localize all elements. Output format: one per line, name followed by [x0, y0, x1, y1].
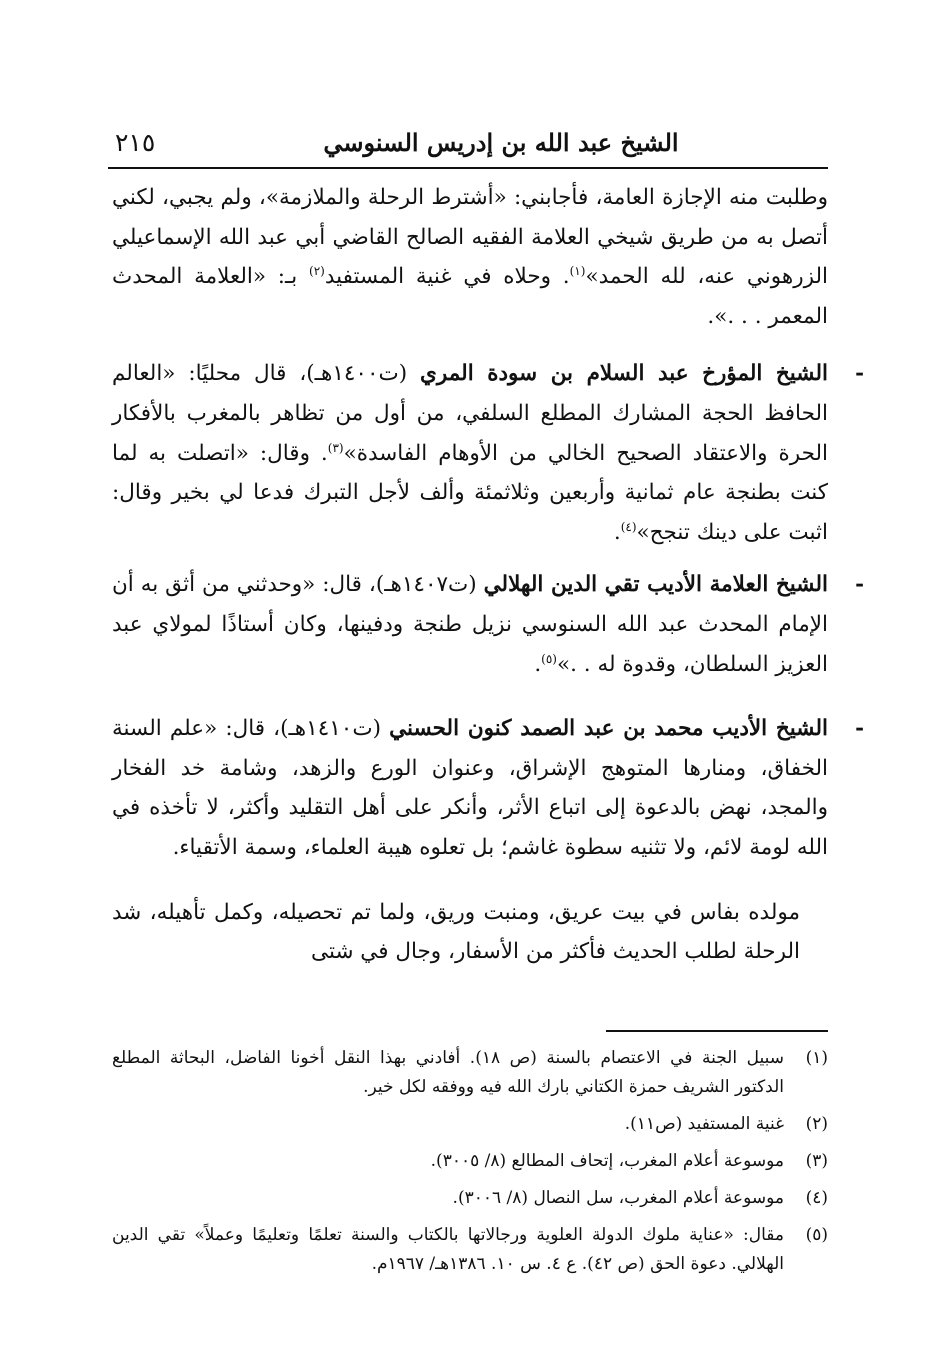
intro-text-end: بـ: «العلامة المحدث المعمر . . .». — [112, 264, 828, 329]
footnote-5 — [112, 1221, 828, 1279]
intro-paragraph — [112, 178, 828, 336]
intro-text-mid: . وحلاه في غنية المستفيد — [324, 264, 570, 290]
footnote-ref: (٥) — [541, 651, 557, 666]
footnote-ref: (٤) — [620, 519, 637, 534]
entry-text: (ت١٤١٠هـ)، قال: «علم السنة الخفاق، ومنارها المتوهج الإشراق، وعنوان الورع والزهد، وشامة خد الفخار والمجد، نهض بالدعوة إلى اتباع الأثر، وأنكر على أهل التقليد وأكثر، لا تأخذه في الله لومة لائم، ولا تثنيه سطوة غاشم؛ بل تعلوه هيبة العلماء، وسمة الأتقياء. — [112, 716, 828, 860]
footnote-2 — [112, 1110, 828, 1139]
page-number: ٢١٥ — [115, 128, 156, 157]
footnote-text: غنية المستفيد (ص١١). — [624, 1114, 784, 1134]
page-header — [115, 128, 827, 168]
entry-name: الشيخ الأديب محمد بن عبد الصمد كنون الحسني — [389, 716, 828, 742]
footnote-4 — [112, 1184, 828, 1213]
entry-text-end: . — [534, 651, 542, 677]
footnote-text: موسوعة أعلام المغرب، إتحاف المطالع (٨/ ٣٠٠٥). — [430, 1151, 784, 1171]
main-text — [112, 178, 864, 972]
footnote-number: (٢) — [805, 1114, 828, 1134]
footnote-ref: (١) — [569, 264, 586, 279]
closing-paragraph: مولده بفاس في بيت عريق، ومنبت وريق، ولما تم تحصيله، وكمل تأهيله، شد الرحلة لطلب الحديث فأكثر من الأسفار، وجال في شتى — [112, 899, 800, 965]
footnotes — [112, 1044, 828, 1287]
entry-name: الشيخ المؤرخ عبد السلام بن سودة المري — [420, 361, 828, 387]
footnote-number: (١) — [805, 1048, 828, 1068]
entry-text: (ت١٤٠٠هـ)، قال محليًا: «العالم الحافظ الحجة المشارك المطلع السلفي، من أول من تظاهر بالمغرب بالأفكار الحرة والاعتقاد الصحيح الخالي من الأوهام الفاسدة» — [112, 361, 828, 466]
list-dash: - — [855, 361, 864, 387]
footnote-1 — [112, 1044, 828, 1102]
footnote-number: (٥) — [805, 1225, 828, 1245]
entry-text-end: . — [613, 519, 621, 545]
footnote-ref: (٣) — [327, 440, 344, 455]
entry-kannun — [112, 709, 864, 867]
footnote-separator — [606, 1030, 828, 1032]
footnote-text: مقال: «عناية ملوك الدولة العلوية ورجالاتها بالكتاب والسنة تعلمًا وتعليمًا وعملاً» تقي الدين الهلالي. دعوة الحق (ص ٤٢). ع ٤. س ١٠. ١٣٨٦هـ/ ١٩٦٧م. — [112, 1225, 784, 1274]
footnote-number: (٣) — [805, 1151, 828, 1171]
running-title: الشيخ عبد الله بن إدريس السنوسي — [323, 128, 679, 157]
footnote-text: سبيل الجنة في الاعتصام بالسنة (ص ١٨). أفادني بهذا النقل أخونا الفاضل، البحاثة المطلع الدكتور الشريف حمزة الكتاني بارك الله فيه ووفقه لكل خير. — [112, 1048, 785, 1097]
entry-hilali — [112, 565, 864, 684]
list-dash: - — [855, 572, 864, 598]
footnote-3 — [112, 1147, 828, 1176]
intro-text: وطلبت منه الإجازة العامة، فأجابني: «أشترط الرحلة والملازمة»، ولم يجبي، لكني أتصل به من طريق شيخي العلامة الفقيه الصالح القاضي أبي عبد الله الإسماعيلي الزرهوني عنه، لله الحمد» — [112, 185, 829, 290]
header-rule — [108, 167, 828, 169]
entry-text-after: . وقال: «اتصلت به لما كنت بطنجة عام ثمانية وأربعين وثلاثمئة وألف لأجل التبرك فدعا لي بخير وقال: اثبت على دينك تنجح» — [112, 440, 828, 545]
entry-ibn-sawda — [112, 354, 864, 552]
entry-text: (ت١٤٠٧هـ)، قال: «وحدثني من أثق به أن الإمام المحدث عبد الله السنوسي نزيل طنجة ودفينها، وكان أستاذًا لمولاي عبد العزيز السلطان، وقدوة له . .» — [112, 572, 828, 677]
entry-name: الشيخ العلامة الأديب تقي الدين الهلالي — [483, 572, 828, 598]
list-dash: - — [855, 716, 864, 742]
footnote-text: موسوعة أعلام المغرب، سل النصال (٨/ ٣٠٠٦). — [452, 1188, 784, 1208]
footnote-number: (٤) — [805, 1188, 828, 1208]
footnote-ref: (٢) — [309, 264, 325, 279]
